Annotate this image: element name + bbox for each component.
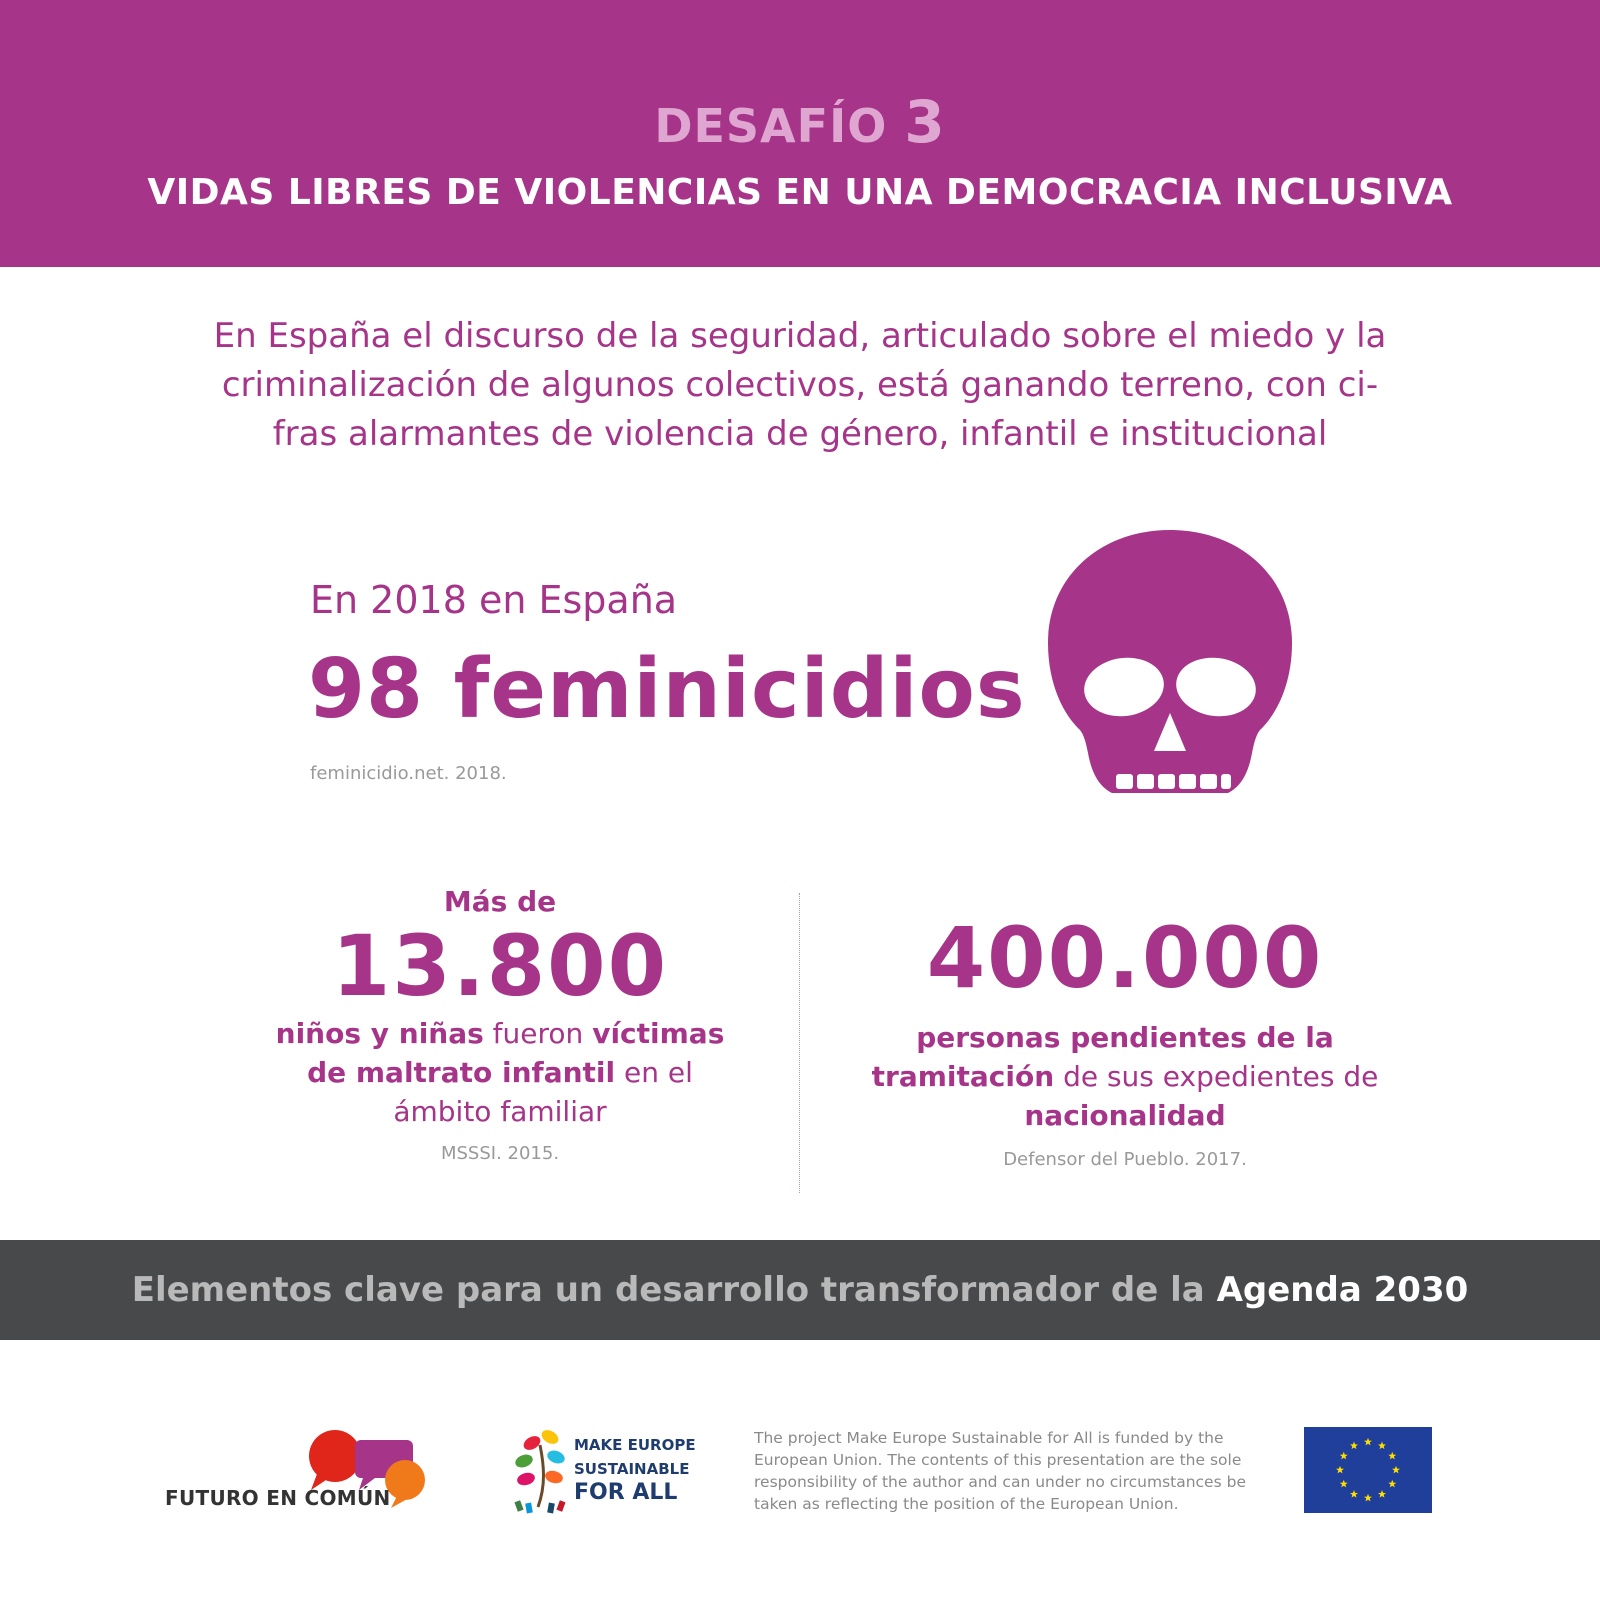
eu-star-icon <box>1388 1452 1396 1460</box>
intro-paragraph <box>150 312 1450 459</box>
eu-star-icon <box>1340 1480 1348 1488</box>
eu-star-icon <box>1336 1466 1344 1474</box>
eu-star-icon <box>1350 1442 1358 1450</box>
futuro-en-comun-text: FUTURO EN COMÚN <box>165 1486 391 1510</box>
child-abuse-description: niños y niñas fueron víctimas de maltrato infantil en el ámbito familiar <box>275 1017 725 1128</box>
nationality-number: 400.000 <box>926 909 1324 1007</box>
femicides-headline: 98 feminicidios <box>308 642 1026 737</box>
page-title: VIDAS LIBRES DE VIOLENCIAS EN UNA DEMOCRACIA INCLUSIVA <box>147 172 1453 213</box>
child-abuse-number: 13.800 <box>331 917 669 1015</box>
agenda-banner: Elementos clave para un desarrollo transformador de la Agenda 2030 <box>0 1240 1600 1340</box>
intro-line: En España el discurso de la seguridad, articulado sobre el miedo y la <box>213 316 1387 356</box>
nationality-source: Defensor del Pueblo. 2017. <box>1003 1149 1247 1170</box>
nationality-stat <box>840 910 1410 1170</box>
intro-line: criminalización de algunos colectivos, está ganando terreno, con ci- <box>221 365 1379 405</box>
sdg-tree-icon <box>510 1425 570 1515</box>
eu-star-icon <box>1378 1442 1386 1450</box>
eu-star-icon <box>1350 1490 1358 1498</box>
eu-stars-icon <box>1304 1427 1432 1513</box>
child-abuse-source: MSSSI. 2015. <box>440 1143 560 1164</box>
header-banner <box>0 0 1600 267</box>
child-abuse-prefix: Más de <box>443 885 557 918</box>
challenge-number: 3 <box>904 88 946 156</box>
intro-line: fras alarmantes de violencia de género, infantil e institucional <box>272 414 1328 454</box>
make-europe-text: MAKE EUROPE SUSTAINABLE FOR ALL <box>574 1436 696 1505</box>
eu-flag-icon <box>1304 1427 1432 1513</box>
eu-star-icon <box>1364 1438 1372 1446</box>
femicides-context: En 2018 en España <box>310 578 678 622</box>
eu-star-icon <box>1378 1490 1386 1498</box>
column-divider <box>799 893 800 1193</box>
eu-funding-disclaimer: The project Make Europe Sustainable for All is funded by the European Union. The contents of this presentation are the sole responsibility of the author and can under no circumstances be taken as reflecting the position of the European Union. <box>754 1429 1246 1513</box>
make-europe-logo <box>510 1425 696 1515</box>
eu-star-icon <box>1364 1494 1372 1502</box>
femicides-source: feminicidio.net. 2018. <box>310 763 507 784</box>
challenge-label: DESAFÍO 3 <box>654 88 946 156</box>
skull-icon <box>1040 525 1300 805</box>
eu-star-icon <box>1392 1466 1400 1474</box>
child-abuse-stat <box>240 885 760 1164</box>
nationality-description: personas pendientes de la tramitación de sus expedientes de nacionalidad <box>871 1021 1379 1132</box>
eu-star-icon <box>1388 1480 1396 1488</box>
eu-star-icon <box>1340 1452 1348 1460</box>
futuro-en-comun-logo <box>165 1428 435 1518</box>
